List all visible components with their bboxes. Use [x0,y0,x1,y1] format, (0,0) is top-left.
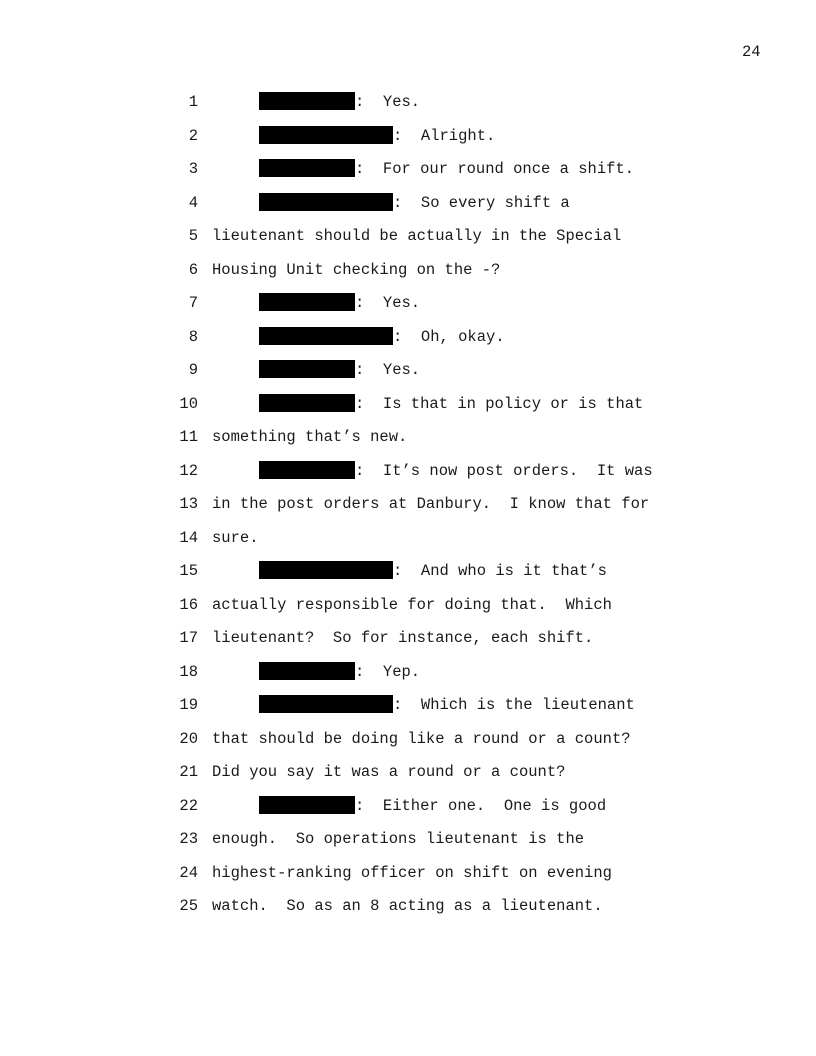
transcript-line [0,220,816,254]
speaker-line-body [259,354,420,388]
transcript-line [0,656,816,690]
transcript [0,86,816,924]
redacted-speaker-name [259,796,355,814]
transcript-line [0,890,816,924]
line-text: : Either one. One is good [355,796,607,815]
continuation-line-body [212,723,631,757]
line-number: 3 [188,160,198,178]
transcript-line [0,689,816,723]
speaker-line-body [259,388,643,422]
speaker-line-body [259,187,570,221]
continuation-line-body [212,823,584,857]
redacted-speaker-name [259,327,393,345]
line-number: 4 [188,193,198,212]
line-text: lieutenant? So for instance, each shift. [212,629,594,647]
line-number: 20 [179,729,198,748]
transcript-line [0,555,816,589]
line-text: : Yep. [355,662,421,681]
transcript-line [0,86,816,120]
continuation-line-body [212,522,259,556]
line-number: 22 [179,796,198,815]
continuation-line-body [212,622,593,656]
line-text: : And who is it that’s [393,562,607,580]
line-text: highest-ranking officer on shift on evening [212,863,612,882]
line-text: : Which is the lieutenant [393,696,635,714]
transcript-line [0,254,816,288]
transcript-line [0,488,816,522]
transcript-line [0,756,816,790]
line-number: 6 [188,260,198,279]
redacted-speaker-name [259,126,393,144]
line-number: 10 [179,394,198,413]
transcript-line [0,857,816,891]
speaker-line-body [259,120,495,154]
speaker-line-body [259,321,505,355]
continuation-line-body [212,890,603,924]
redacted-speaker-name [259,293,355,311]
redacted-speaker-name [259,695,393,713]
transcript-line [0,589,816,623]
transcript-line [0,354,816,388]
transcript-line [0,622,816,656]
speaker-line-body [259,790,606,824]
line-text: : Yes. [355,294,421,312]
speaker-line-body [259,455,653,489]
line-number: 17 [179,629,198,647]
transcript-line [0,153,816,187]
line-number: 9 [188,361,198,379]
redacted-speaker-name [259,561,393,579]
redacted-speaker-name [259,360,355,378]
line-number: 15 [179,562,198,580]
line-text: : Is that in policy or is that [355,394,644,413]
line-number: 21 [179,763,198,781]
line-number: 12 [179,461,198,480]
line-number: 7 [188,294,198,312]
transcript-line [0,522,816,556]
speaker-line-body [259,555,607,589]
line-text: lieutenant should be actually in the Special [212,227,622,245]
continuation-line-body [212,254,500,288]
line-text: enough. So operations lieutenant is the [212,830,585,848]
continuation-line-body [212,488,649,522]
line-text: that should be doing like a round or a count? [212,729,631,748]
transcript-line [0,120,816,154]
page-number: 24 [742,43,761,61]
line-text: : So every shift a [393,193,570,212]
transcript-line [0,823,816,857]
line-text: : Alright. [393,126,496,145]
line-number: 16 [179,595,198,614]
line-number: 13 [179,495,198,513]
transcript-line [0,388,816,422]
line-number: 1 [188,93,198,111]
line-number: 8 [188,327,198,346]
line-number: 5 [188,227,198,245]
redacted-speaker-name [259,461,355,479]
line-text: actually responsible for doing that. Which [212,595,612,614]
line-text: something that’s new. [212,428,408,446]
redacted-speaker-name [259,662,355,680]
line-number: 11 [179,428,198,446]
line-text: : Yes. [355,93,421,111]
line-text: Housing Unit checking on the -? [212,260,501,279]
line-text: Did you say it was a round or a count? [212,763,566,781]
transcript-line [0,287,816,321]
line-text: : It’s now post orders. It was [355,461,653,480]
transcript-line [0,723,816,757]
transcript-line [0,790,816,824]
continuation-line-body [212,756,565,790]
transcript-line [0,421,816,455]
transcript-line [0,455,816,489]
speaker-line-body [259,287,420,321]
redacted-speaker-name [259,394,355,412]
line-number: 24 [179,863,198,882]
redacted-speaker-name [259,159,355,177]
line-number: 2 [188,126,198,145]
line-number: 18 [179,662,198,681]
continuation-line-body [212,220,621,254]
speaker-line-body [259,689,635,723]
redacted-speaker-name [259,92,355,110]
line-text: : Oh, okay. [393,327,505,346]
continuation-line-body [212,857,612,891]
line-number: 14 [179,528,198,547]
transcript-line [0,321,816,355]
line-text: : For our round once a shift. [355,160,635,178]
speaker-line-body [259,656,420,690]
line-text: watch. So as an 8 acting as a lieutenant. [212,897,603,915]
transcript-line [0,187,816,221]
continuation-line-body [212,421,407,455]
continuation-line-body [212,589,612,623]
line-number: 23 [179,830,198,848]
redacted-speaker-name [259,193,393,211]
line-number: 25 [179,897,198,915]
line-text: in the post orders at Danbury. I know that for [212,495,650,513]
speaker-line-body [259,153,634,187]
line-text: sure. [212,528,259,547]
line-text: : Yes. [355,361,421,379]
line-number: 19 [179,696,198,714]
speaker-line-body [259,86,420,120]
